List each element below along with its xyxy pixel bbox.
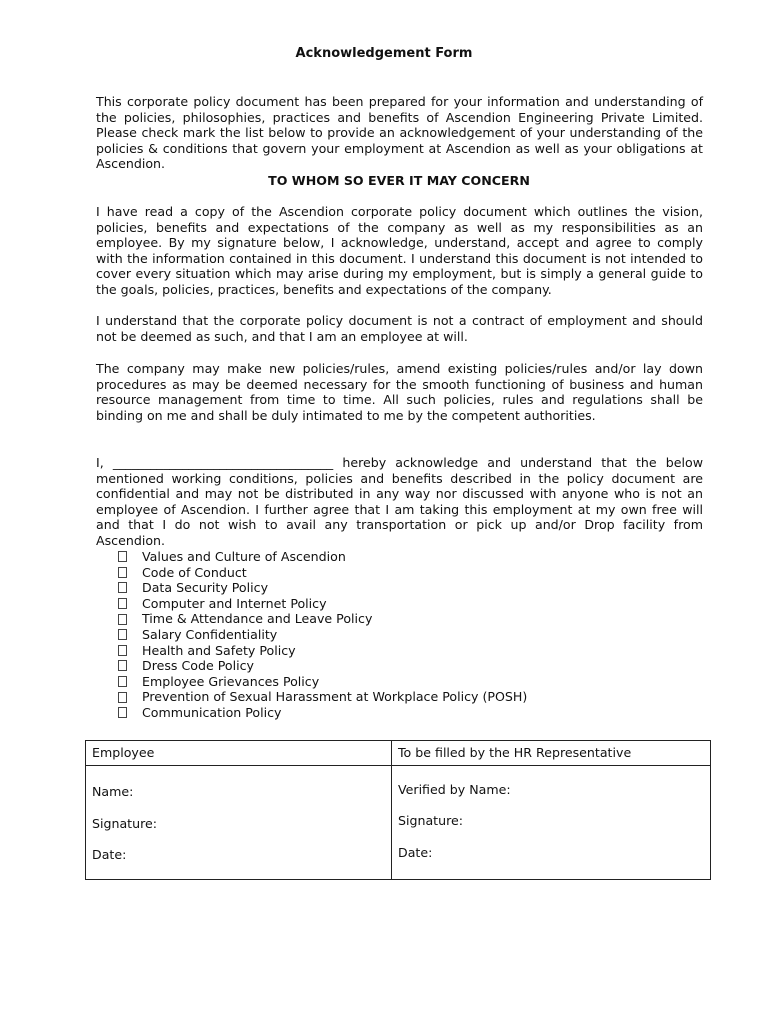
acknowledge-paragraph: I, ___________________________________ hereby acknowledge and understand that the below mentioned working conditions, policies and benefits described in the policy document are confidential and may not be distributed in any way nor discussed with anyone who is not an employee of Ascendion. I further agree that I am taking this employment at my own free will and that I do not wish to avail any transportation or pick up and/or Drop facility from Ascendion. (96, 455, 703, 548)
form-title: Acknowledgement Form (295, 46, 473, 61)
policy-label: Time & Attendance and Leave Policy (142, 611, 373, 627)
list-item (118, 565, 527, 581)
policy-checklist (118, 549, 527, 721)
not-contract-paragraph: I understand that the corporate policy document is not a contract of employment and should not be deemed as such, and that I am an employee at will. (96, 313, 703, 344)
checkbox-icon[interactable] (118, 614, 127, 625)
read-policy-paragraph: I have read a copy of the Ascendion corporate policy document which outlines the vision, policies, benefits and expectations of the company as well as my responsibilities as an employee. By my signature below, I acknowledge, understand, accept and agree to comply with the information contained in this document. I understand this document is not intended to cover every situation which may arise during my employment, but is simply a general guide to the goals, policies, practices, benefits and expectations of the company. (96, 204, 703, 297)
checkbox-icon[interactable] (118, 598, 127, 609)
intro-paragraph: This corporate policy document has been prepared for your information and understanding of the policies, philosophies, practices and benefits of Ascendion Engineering Private Limited. Please check mark the list below to provide an acknowledgement of your understanding of the policies & conditions that govern your employment at Ascendion as well as your obligations at Ascendion. (96, 94, 703, 172)
list-item (118, 549, 527, 565)
checkbox-icon[interactable] (118, 692, 127, 703)
hr-header: To be filled by the HR Representative (398, 745, 632, 760)
employee-name-field[interactable]: Name: (92, 784, 134, 799)
policy-label: Employee Grievances Policy (142, 673, 320, 689)
header-divider (86, 765, 710, 766)
policy-label: Values and Culture of Ascendion (142, 549, 346, 564)
policy-label: Code of Conduct (142, 564, 247, 580)
list-item (118, 689, 527, 705)
employee-header: Employee (92, 745, 155, 760)
policy-label: Prevention of Sexual Harassment at Workplace Policy (POSH) (142, 689, 528, 705)
employee-date-field[interactable]: Date: (92, 847, 127, 862)
hr-date-field[interactable]: Date: (398, 845, 433, 860)
list-item (118, 643, 527, 659)
list-item (118, 705, 527, 721)
checkbox-icon[interactable] (118, 582, 127, 593)
list-item (118, 674, 527, 690)
policy-label: Dress Code Policy (142, 658, 254, 674)
checkbox-icon[interactable] (118, 645, 127, 656)
list-item (118, 596, 527, 612)
new-policies-paragraph: The company may make new policies/rules, amend existing policies/rules and/or lay down procedures as may be deemed necessary for the smooth functioning of business and human resource management from time to time. All such policies, rules and regulations shall be binding on me and shall be duly intimated to me by the competent authorities. (96, 361, 703, 423)
checkbox-icon[interactable] (118, 660, 127, 671)
column-divider (391, 741, 392, 879)
checkbox-icon[interactable] (118, 676, 127, 687)
policy-label: Computer and Internet Policy (142, 595, 327, 611)
hr-signature-field[interactable]: Signature: (398, 813, 463, 828)
policy-label: Communication Policy (142, 704, 282, 720)
policy-label: Salary Confidentiality (142, 626, 278, 642)
policy-label: Health and Safety Policy (142, 642, 296, 658)
employee-signature-field[interactable]: Signature: (92, 816, 157, 831)
checkbox-icon[interactable] (118, 629, 127, 640)
list-item (118, 580, 527, 596)
concern-heading: TO WHOM SO EVER IT MAY CONCERN (268, 173, 530, 188)
checkbox-icon[interactable] (118, 567, 127, 578)
checkbox-icon[interactable] (118, 707, 127, 718)
list-item (118, 611, 527, 627)
signature-table (85, 740, 711, 880)
hr-name-field[interactable]: Verified by Name: (398, 782, 511, 797)
policy-label: Data Security Policy (142, 580, 269, 596)
checkbox-icon[interactable] (118, 551, 127, 562)
list-item (118, 658, 527, 674)
list-item (118, 627, 527, 643)
